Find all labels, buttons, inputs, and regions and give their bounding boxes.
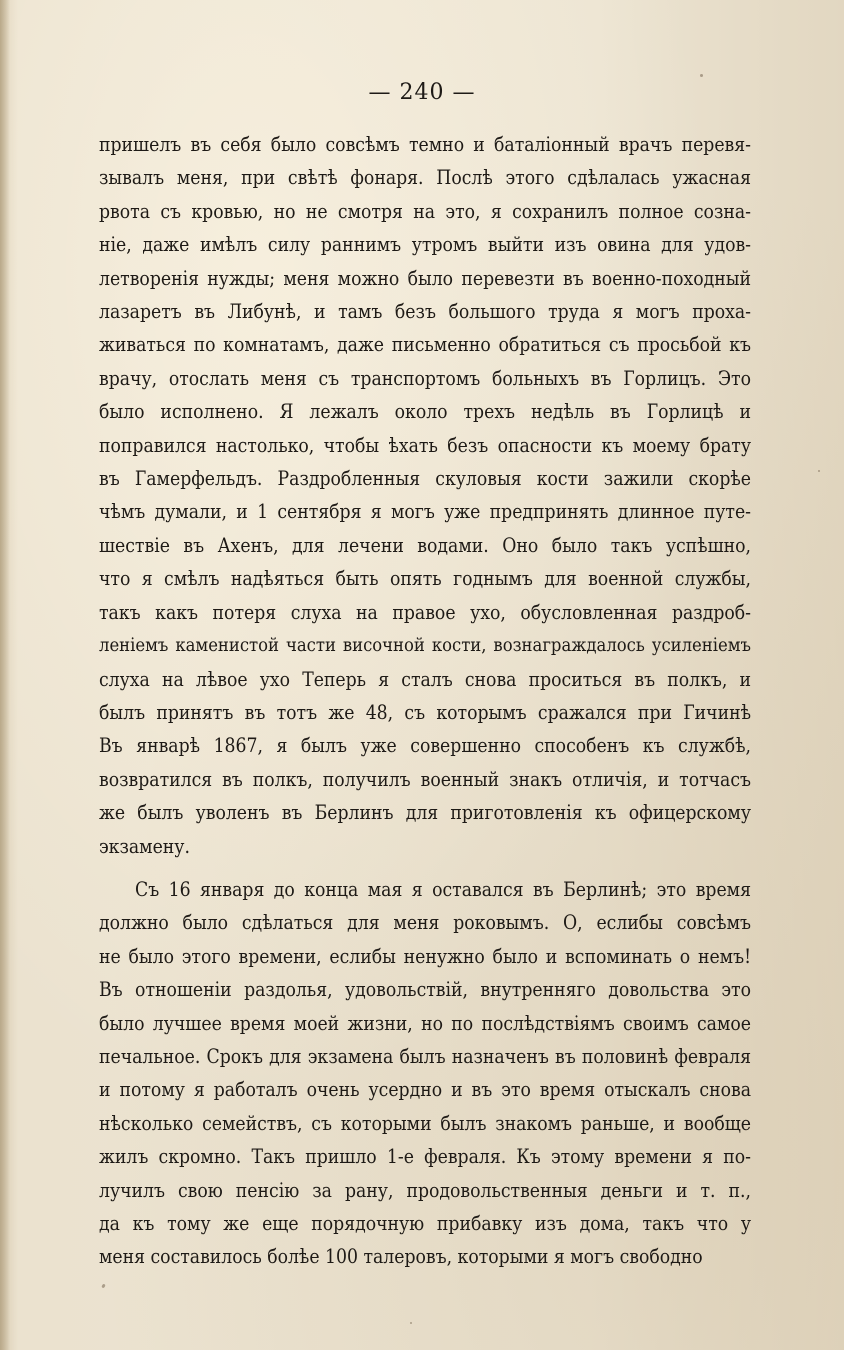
text-line: экзамену. [99,834,190,858]
text-line: жилъ скромно. Такъ пришло 1-е февраля. Къ этому времени я по- [99,1145,751,1169]
text-line: чѣмъ думали, и 1 сентября я могъ уже предпринять длинное путе- [99,500,751,524]
text-line: и потому я работалъ очень усердно и въ это время отыскалъ снова [99,1078,751,1102]
paper-speck [410,1322,412,1324]
text-line: рвота съ кровью, но не смотря на это, я сохранилъ полное созна- [99,199,751,223]
text-line: печальное. Срокъ для экзамена былъ назначенъ въ половинѣ февраля [99,1044,751,1068]
text-line: меня составилось болѣе 100 талеровъ, которыми я могъ свободно [99,1245,703,1269]
text-line: нѣсколько семействъ, съ которыми былъ знакомъ раньше, и вообще [99,1111,751,1135]
page-binding-shadow [0,0,10,1350]
text-line: пришелъ въ себя было совсѣмъ темно и баталіонный врачъ перевя- [99,133,751,156]
text-line: же былъ уволенъ въ Берлинъ для приготовленія къ офицерскому [99,801,751,825]
text-line: что я смѣлъ надѣяться быть опять годнымъ для военной службы, [99,567,751,591]
text-line: былъ принятъ въ тотъ же 48, съ которымъ сражался при Гичинѣ [99,700,751,724]
text-line: поправился настолько, чтобы ѣхать безъ опасности къ моему брату [99,433,751,457]
text-line: зывалъ меня, при свѣтѣ фонаря. Послѣ этого сдѣлалась ужасная [99,166,751,190]
paragraph [99,873,751,1274]
text-line: Въ январѣ 1867, я былъ уже совершенно способенъ къ службѣ, [99,734,751,758]
text-line: было лучшее время моей жизни, но по послѣдствіямъ своимъ самое [99,1011,751,1035]
text-line: живаться по комнатамъ, даже письменно обратиться съ просьбой къ [99,333,751,357]
paper-speck [818,470,820,472]
paragraph [99,128,751,863]
text-line: да къ тому же еще порядочную прибавку изъ дома, такъ что у [99,1212,751,1235]
page-number: — 240 — [368,80,476,105]
text-line: въ Гамерфельдъ. Раздробленныя скуловыя кости зажили скорѣе [99,467,751,491]
paragraph-gap [99,863,751,873]
text-line: леніемъ каменистой части височной кости, вознаграждалось усиленіемъ [99,635,751,657]
text-line: ніе, даже имѣлъ силу раннимъ утромъ выйти изъ овина для удов- [99,233,751,257]
text-line: было исполнено. Я лежалъ около трехъ недѣль въ Горлицѣ и [99,400,751,424]
text-line: возвратился въ полкъ, получилъ военный знакъ отличія, и тотчасъ [99,767,751,791]
paper-speck [101,1284,106,1289]
text-line: лучилъ свою пенсію за рану, продовольственныя деньги и т. п., [99,1178,751,1202]
text-line: врачу, отослать меня съ транспортомъ больныхъ въ Горлицъ. Это [99,366,751,390]
text-line: шествіе въ Ахенъ, для лечени водами. Оно было такъ успѣшно, [99,533,751,557]
text-line: слуха на лѣвое ухо Теперь я сталъ снова проситься въ полкъ, и [99,667,751,691]
text-line: Въ отношеніи раздолья, удовольствій, внутренняго довольства это [99,978,751,1002]
text-line: такъ какъ потеря слуха на правое ухо, обусловленная раздроб- [99,600,751,624]
text-line: летворенія нужды; меня можно было перевезти въ военно-походный [99,266,751,290]
text-line: Съ 16 января до конца мая я оставался въ Берлинѣ; это время [135,877,751,901]
text-line: лазаретъ въ Либунѣ, и тамъ безъ большого труда я могъ проха- [99,300,751,324]
text-line: не было этого времени, еслибы ненужно было и вспоминать о немъ! [99,944,751,968]
body-text [99,128,751,1274]
paper-speck [700,74,703,77]
text-line: должно было сдѣлаться для меня роковымъ. О, еслибы совсѣмъ [99,911,751,935]
